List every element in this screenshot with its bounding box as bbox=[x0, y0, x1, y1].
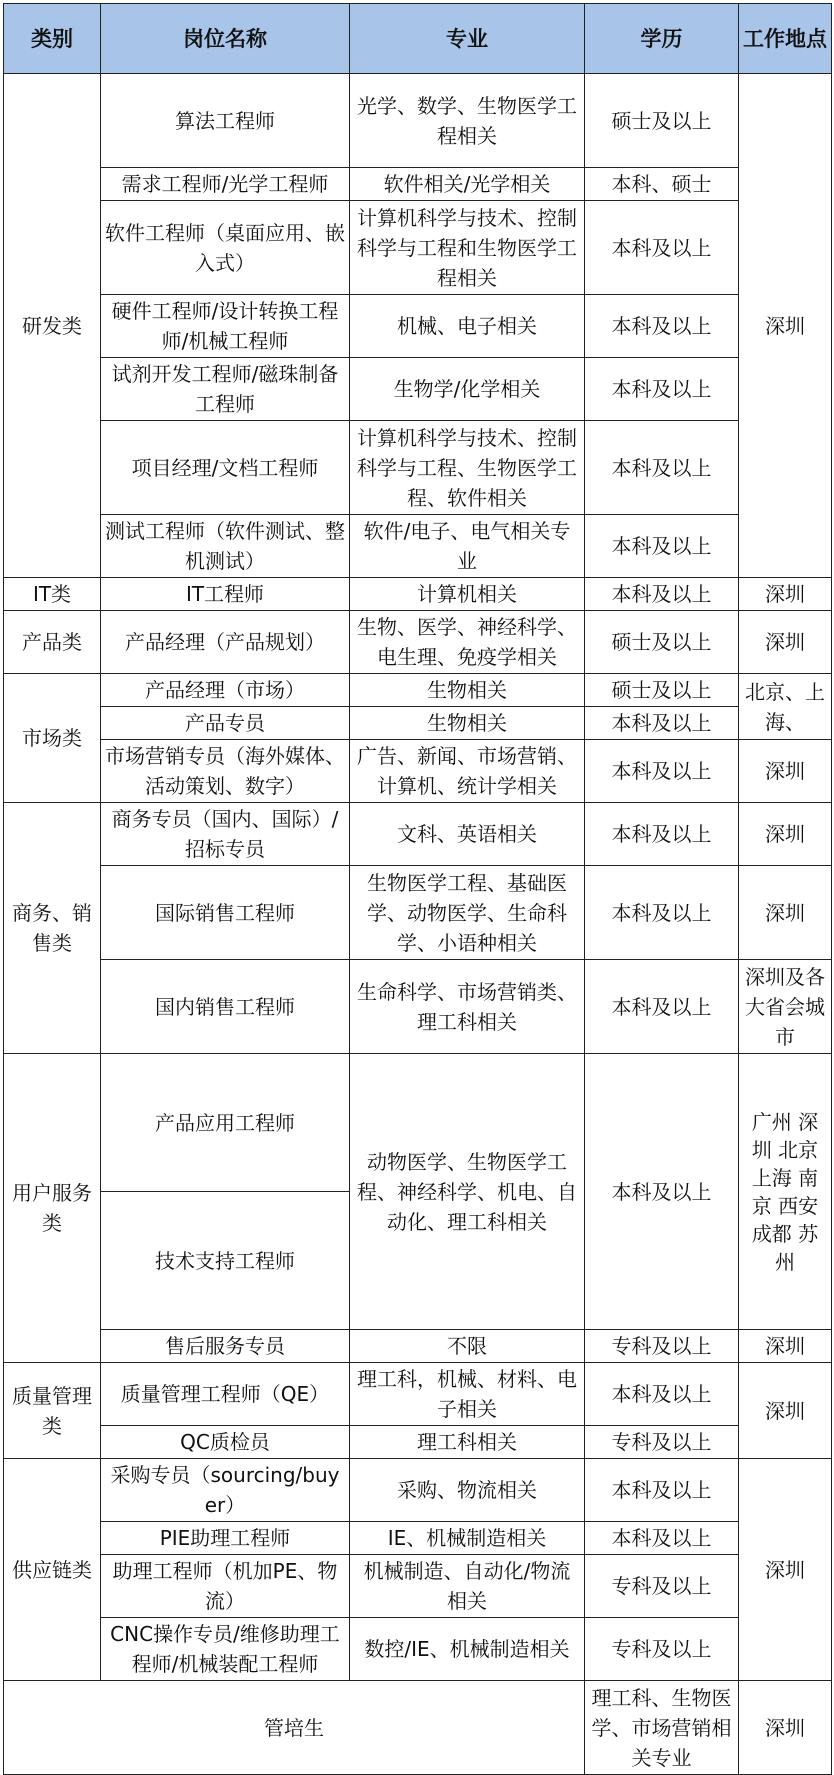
table-cell: 产品应用工程师 bbox=[101, 1054, 350, 1192]
table-cell: 软件工程师（桌面应用、嵌入式） bbox=[101, 201, 350, 295]
header-location: 工作地点 bbox=[739, 4, 832, 74]
table-cell: 质量管理类 bbox=[4, 1363, 101, 1459]
table-cell: 深圳 bbox=[739, 1459, 832, 1681]
table-cell: 硕士及以上 bbox=[585, 674, 739, 707]
table-cell: 动物医学、生物医学工程、神经科学、机电、自动化、理工科相关 bbox=[350, 1054, 585, 1330]
table-cell: 用户服务类 bbox=[4, 1054, 101, 1363]
table-cell: QC质检员 bbox=[101, 1426, 350, 1459]
table-cell: 产品经理（市场） bbox=[101, 674, 350, 707]
table-row bbox=[4, 674, 832, 707]
table-cell: 文科、英语相关 bbox=[350, 803, 585, 866]
header-major: 专业 bbox=[350, 4, 585, 74]
table-cell: 生命科学、市场营销类、理工科相关 bbox=[350, 960, 585, 1054]
table-cell: 本科及以上 bbox=[585, 515, 739, 578]
table-cell: 深圳 bbox=[739, 611, 832, 674]
table-cell: 深圳 bbox=[739, 74, 832, 578]
table-cell: 专科及以上 bbox=[585, 1618, 739, 1681]
table-cell: 产品经理（产品规划） bbox=[101, 611, 350, 674]
table-cell: 生物相关 bbox=[350, 707, 585, 740]
table-cell: 计算机科学与技术、控制科学与工程和生物医学工程相关 bbox=[350, 201, 585, 295]
table-cell: 本科及以上 bbox=[585, 803, 739, 866]
table-cell: IT类 bbox=[4, 578, 101, 611]
table-cell: 试剂开发工程师/磁珠制备工程师 bbox=[101, 358, 350, 421]
table-cell: 技术支持工程师 bbox=[101, 1192, 350, 1330]
table-cell: 理工科相关 bbox=[350, 1426, 585, 1459]
table-cell: 本科及以上 bbox=[585, 421, 739, 515]
table-cell: 本科及以上 bbox=[585, 866, 739, 960]
table-cell: IE、机械制造相关 bbox=[350, 1522, 585, 1555]
table-cell: PIE助理工程师 bbox=[101, 1522, 350, 1555]
header-row bbox=[4, 4, 832, 74]
table-row bbox=[4, 740, 832, 803]
table-cell: 本科及以上 bbox=[585, 201, 739, 295]
table-row bbox=[4, 1363, 832, 1426]
table-cell: 硕士及以上 bbox=[585, 74, 739, 168]
table-cell: 北京、上海、 bbox=[739, 674, 832, 740]
table-cell: 需求工程师/光学工程师 bbox=[101, 168, 350, 201]
header-position: 岗位名称 bbox=[101, 4, 350, 74]
table-cell: 本科及以上 bbox=[585, 358, 739, 421]
table-cell: 本科及以上 bbox=[585, 1459, 739, 1522]
table-row bbox=[4, 168, 832, 201]
table-cell: 测试工程师（软件测试、整机测试） bbox=[101, 515, 350, 578]
table-cell: 理工科，机械、材料、电子相关 bbox=[350, 1363, 585, 1426]
table-cell: 数控/IE、机械制造相关 bbox=[350, 1618, 585, 1681]
table-row bbox=[4, 1555, 832, 1618]
table-cell: 本科及以上 bbox=[585, 707, 739, 740]
table-cell: 软件/电子、电气相关专业 bbox=[350, 515, 585, 578]
table-cell: 深圳 bbox=[739, 740, 832, 803]
table-cell: 深圳 bbox=[739, 866, 832, 960]
table-cell: 硕士及以上 bbox=[585, 611, 739, 674]
table-cell: 本科、硕士 bbox=[585, 168, 739, 201]
table-cell: 专科及以上 bbox=[585, 1555, 739, 1618]
table-cell: 深圳 bbox=[739, 803, 832, 866]
table-cell: 专科及以上 bbox=[585, 1330, 739, 1363]
table-row bbox=[4, 1054, 832, 1192]
table-cell: IT工程师 bbox=[101, 578, 350, 611]
table-row bbox=[4, 1618, 832, 1681]
table-row bbox=[4, 421, 832, 515]
table-cell: 管培生 bbox=[4, 1681, 585, 1775]
table-row bbox=[4, 707, 832, 740]
table-cell: 本科及以上 bbox=[585, 1363, 739, 1426]
header-category: 类别 bbox=[4, 4, 101, 74]
table-cell: 生物医学工程、基础医学、动物医学、生命科学、小语种相关 bbox=[350, 866, 585, 960]
table-row bbox=[4, 515, 832, 578]
table-cell: 深圳 bbox=[739, 1363, 832, 1459]
table-row bbox=[4, 960, 832, 1054]
table-cell: 售后服务专员 bbox=[101, 1330, 350, 1363]
table-cell: 机械、电子相关 bbox=[350, 295, 585, 358]
table-cell: 产品专员 bbox=[101, 707, 350, 740]
table-cell: 产品类 bbox=[4, 611, 101, 674]
recruitment-table bbox=[3, 3, 832, 1775]
table-cell: 算法工程师 bbox=[101, 74, 350, 168]
table-cell: 广告、新闻、市场营销、计算机、统计学相关 bbox=[350, 740, 585, 803]
table-row bbox=[4, 803, 832, 866]
table-cell: 计算机相关 bbox=[350, 578, 585, 611]
table-row bbox=[4, 1681, 832, 1775]
table-cell: 深圳 bbox=[739, 578, 832, 611]
table-row bbox=[4, 1522, 832, 1555]
table-cell: 本科及以上 bbox=[585, 740, 739, 803]
table-row bbox=[4, 295, 832, 358]
table-cell: 采购、物流相关 bbox=[350, 1459, 585, 1522]
table-cell: 国内销售工程师 bbox=[101, 960, 350, 1054]
table-row bbox=[4, 74, 832, 168]
table-cell: 计算机科学与技术、控制科学与工程、生物医学工程、软件相关 bbox=[350, 421, 585, 515]
table-cell: 市场营销专员（海外媒体、活动策划、数字） bbox=[101, 740, 350, 803]
table-cell: 本科及以上 bbox=[585, 960, 739, 1054]
table-row bbox=[4, 866, 832, 960]
table-cell: 本科及以上 bbox=[585, 1522, 739, 1555]
table-cell: 机械制造、自动化/物流相关 bbox=[350, 1555, 585, 1618]
table-cell: 生物相关 bbox=[350, 674, 585, 707]
table-row bbox=[4, 611, 832, 674]
table-cell: 生物、医学、神经科学、电生理、免疫学相关 bbox=[350, 611, 585, 674]
table-row bbox=[4, 201, 832, 295]
table-cell: 生物学/化学相关 bbox=[350, 358, 585, 421]
table-cell: 软件相关/光学相关 bbox=[350, 168, 585, 201]
table-cell: 研发类 bbox=[4, 74, 101, 578]
table-cell: 市场类 bbox=[4, 674, 101, 803]
table-cell: 专科及以上 bbox=[585, 1426, 739, 1459]
header-education: 学历 bbox=[585, 4, 739, 74]
table-cell: 广州 深圳 北京 上海 南京 西安 成都 苏州 bbox=[739, 1054, 832, 1330]
table-cell: 硬件工程师/设计转换工程师/机械工程师 bbox=[101, 295, 350, 358]
table-row bbox=[4, 1426, 832, 1459]
table-cell: 本科及以上 bbox=[585, 578, 739, 611]
table-cell: CNC操作专员/维修助理工程师/机械装配工程师 bbox=[101, 1618, 350, 1681]
table-cell: 深圳及各大省会城市 bbox=[739, 960, 832, 1054]
table-cell: 深圳 bbox=[739, 1681, 832, 1775]
table-header bbox=[4, 4, 832, 74]
table-cell: 光学、数学、生物医学工程相关 bbox=[350, 74, 585, 168]
table-cell: 质量管理工程师（QE） bbox=[101, 1363, 350, 1426]
table-cell: 本科及以上 bbox=[585, 295, 739, 358]
table-cell: 不限 bbox=[350, 1330, 585, 1363]
table-cell: 理工科、生物医学、市场营销相关专业 bbox=[585, 1681, 739, 1775]
table-cell: 项目经理/文档工程师 bbox=[101, 421, 350, 515]
table-row bbox=[4, 578, 832, 611]
table-cell: 助理工程师（机加PE、物流） bbox=[101, 1555, 350, 1618]
table-cell: 深圳 bbox=[739, 1330, 832, 1363]
table-cell: 采购专员（sourcing/buyer） bbox=[101, 1459, 350, 1522]
table-cell: 商务、销售类 bbox=[4, 803, 101, 1054]
table-cell: 商务专员（国内、国际）/招标专员 bbox=[101, 803, 350, 866]
table-row bbox=[4, 1459, 832, 1522]
table-cell: 供应链类 bbox=[4, 1459, 101, 1681]
table-row bbox=[4, 358, 832, 421]
table-body bbox=[4, 74, 832, 1775]
table-row bbox=[4, 1330, 832, 1363]
table-cell: 国际销售工程师 bbox=[101, 866, 350, 960]
table-cell: 本科及以上 bbox=[585, 1054, 739, 1330]
